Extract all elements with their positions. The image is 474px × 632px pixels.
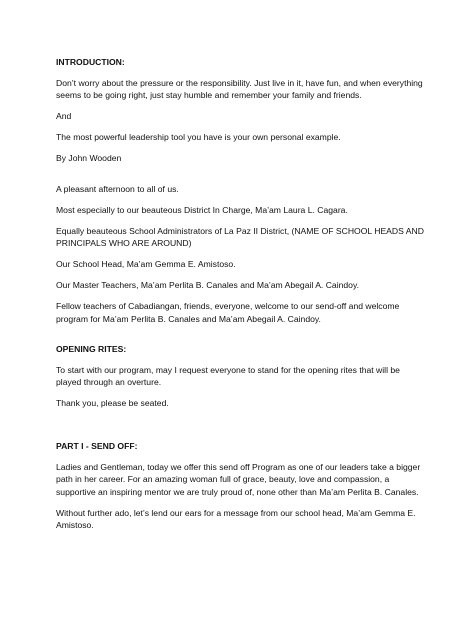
introduction-paragraph-2: And xyxy=(56,111,72,122)
part-one-paragraph-1: Ladies and Gentleman, today we offer this send off Program as one of our leaders take a bigger path in her career. For an amazing woman full of grace, beauty, love and compassion, a supportive an inspiring mentor we are truly proud of, none other than Ma’am Perlita B. Canales. xyxy=(56,461,421,497)
introduction-paragraph-3: The most powerful leadership tool you have is your own personal example. xyxy=(56,132,341,143)
introduction-heading: INTRODUCTION: xyxy=(56,57,125,67)
introduction-author: By John Wooden xyxy=(56,153,122,164)
document-body xyxy=(56,56,424,540)
part-one-paragraph-2: Without further ado, let’s lend our ears for a message from our school head, Ma’am Gemma E. Amistoso. xyxy=(56,507,416,531)
greeting-paragraph-6: Fellow teachers of Cabadiangan, friends, everyone, welcome to our send-off and welcome program for Ma’am Perlita B. Canales and Ma’am Abegail A. Caindoy. xyxy=(56,301,400,324)
greeting-paragraph-4: Our School Head, Ma’am Gemma E. Amistoso. xyxy=(56,259,236,270)
greeting-paragraph-3: Equally beauteous School Administrators of La Paz II District, (NAME OF SCHOOL HEADS AND PRINCIPALS WHO ARE AROUND) xyxy=(56,225,424,249)
opening-rites-paragraph-2: Thank you, please be seated. xyxy=(56,398,169,409)
greeting-paragraph-5: Our Master Teachers, Ma’am Perlita B. Canales and Ma’am Abegail A. Caindoy. xyxy=(56,280,359,291)
part-one-heading: PART I - SEND OFF: xyxy=(56,440,138,451)
greeting-paragraph-1: A pleasant afternoon to all of us. xyxy=(56,183,179,194)
opening-rites-paragraph-1: To start with our program, may I request everyone to stand for the opening rites that will be played through an overture. xyxy=(56,365,400,388)
greeting-paragraph-2: Most especially to our beauteous District In Charge, Ma’am Laura L. Cagara. xyxy=(56,204,348,215)
introduction-paragraph-1: Don’t worry about the pressure or the responsibility. Just live in it, have fun, and when everything seems to be going right, just stay humble and remember your family and friends. xyxy=(56,78,423,101)
opening-rites-heading: OPENING RITES: xyxy=(56,344,127,355)
